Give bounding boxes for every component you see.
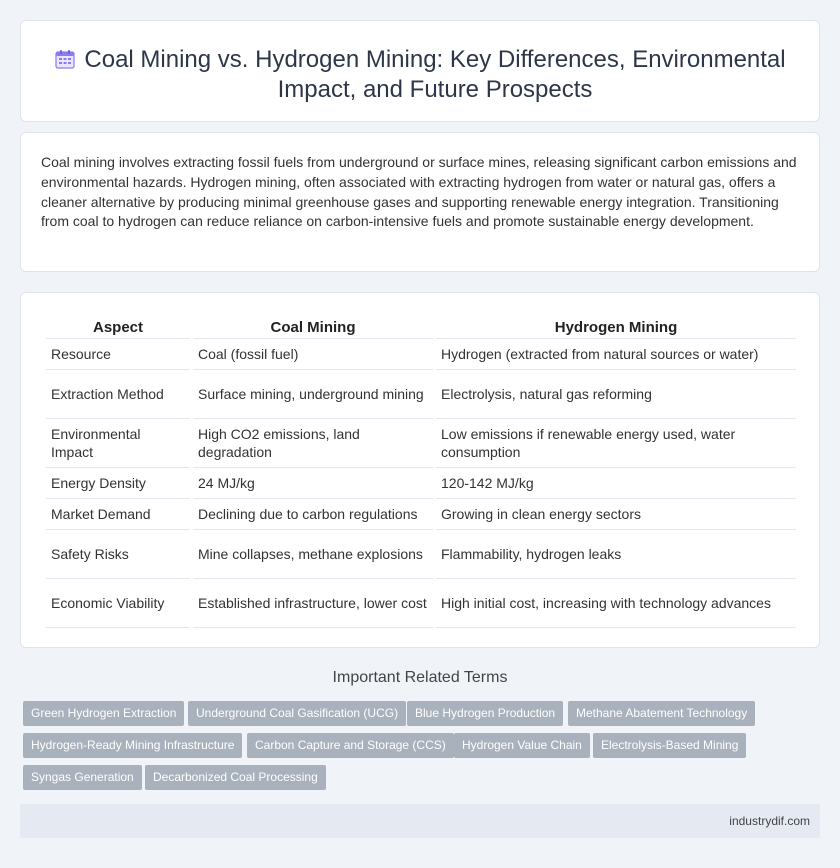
tag-hydrogen-ready-mining-infrastructure[interactable]: Hydrogen-Ready Mining Infrastructure bbox=[23, 733, 242, 758]
table-cell: Declining due to carbon regulations bbox=[193, 499, 433, 530]
table-cell: Low emissions if renewable energy used, water consumption bbox=[436, 419, 796, 468]
comparison-table-card bbox=[20, 292, 820, 648]
header-coal-mining: Coal Mining bbox=[193, 315, 433, 339]
table-cell: Environmental Impact bbox=[46, 419, 190, 468]
table-header-row bbox=[46, 315, 796, 339]
table-row bbox=[46, 370, 796, 419]
table-cell: Growing in clean energy sectors bbox=[436, 499, 796, 530]
tag-blue-hydrogen-production[interactable]: Blue Hydrogen Production bbox=[407, 701, 563, 726]
table-row bbox=[46, 499, 796, 530]
tag-green-hydrogen-extraction[interactable]: Green Hydrogen Extraction bbox=[23, 701, 184, 726]
table-cell: Safety Risks bbox=[46, 530, 190, 579]
table-cell: Mine collapses, methane explosions bbox=[193, 530, 433, 579]
table-cell: Flammability, hydrogen leaks bbox=[436, 530, 796, 579]
table-cell: 24 MJ/kg bbox=[193, 468, 433, 499]
intro-card bbox=[20, 132, 820, 272]
table-row bbox=[46, 339, 796, 370]
table-cell: Coal (fossil fuel) bbox=[193, 339, 433, 370]
table-cell: Extraction Method bbox=[46, 370, 190, 419]
footer-site-link[interactable]: industrydif.com bbox=[729, 814, 810, 828]
tag-methane-abatement-technology[interactable]: Methane Abatement Technology bbox=[568, 701, 755, 726]
tag-decarbonized-coal-processing[interactable]: Decarbonized Coal Processing bbox=[145, 765, 326, 790]
tag-underground-coal-gasification[interactable]: Underground Coal Gasification (UCG) bbox=[188, 701, 406, 726]
table-cell: Resource bbox=[46, 339, 190, 370]
table-row bbox=[46, 419, 796, 468]
footer bbox=[20, 804, 820, 838]
table-cell: Economic Viability bbox=[46, 579, 190, 628]
table-cell: High CO2 emissions, land degradation bbox=[193, 419, 433, 468]
tag-syngas-generation[interactable]: Syngas Generation bbox=[23, 765, 142, 790]
page-title: Coal Mining vs. Hydrogen Mining: Key Differences, Environmental Impact, and Future Prospects bbox=[84, 46, 786, 103]
tag-carbon-capture-and-storage[interactable]: Carbon Capture and Storage (CCS) bbox=[247, 733, 454, 758]
table-row bbox=[46, 530, 796, 579]
table-row bbox=[46, 579, 796, 628]
tag-hydrogen-value-chain[interactable]: Hydrogen Value Chain bbox=[454, 733, 590, 758]
table-cell: 120-142 MJ/kg bbox=[436, 468, 796, 499]
related-terms-heading: Important Related Terms bbox=[332, 669, 508, 686]
table-cell: Electrolysis, natural gas reforming bbox=[436, 370, 796, 419]
header-card bbox=[20, 20, 820, 122]
table-cell: Energy Density bbox=[46, 468, 190, 499]
comparison-table bbox=[43, 315, 799, 628]
table-cell: Established infrastructure, lower cost bbox=[193, 579, 433, 628]
tag-electrolysis-based-mining[interactable]: Electrolysis-Based Mining bbox=[593, 733, 746, 758]
header-hydrogen-mining: Hydrogen Mining bbox=[436, 315, 796, 339]
table-cell: Surface mining, underground mining bbox=[193, 370, 433, 419]
header-aspect: Aspect bbox=[46, 315, 190, 339]
table-cell: High initial cost, increasing with technology advances bbox=[436, 579, 796, 628]
table-cell: Hydrogen (extracted from natural sources or water) bbox=[436, 339, 796, 370]
intro-paragraph: Coal mining involves extracting fossil fuels from underground or surface mines, releasing significant carbon emissions and environmental hazards. Hydrogen mining, often associated with extracting hydrogen from water or natural gas, offers a cleaner alternative by producing minimal greenhouse gases and supporting renewable energy integration. Transitioning from coal to hydrogen can reduce reliance on carbon-intensive fuels and promote sustainable energy development. bbox=[41, 154, 797, 230]
table-row bbox=[46, 468, 796, 499]
table-cell: Market Demand bbox=[46, 499, 190, 530]
